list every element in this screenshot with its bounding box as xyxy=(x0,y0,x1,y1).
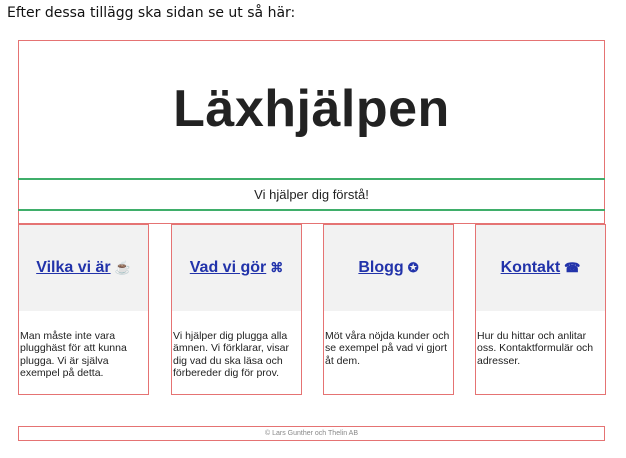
command-icon: ⌘ xyxy=(270,260,284,275)
card-text: Hur du hittar och anlitar oss. Kontaktformulär och adresser. xyxy=(477,330,594,367)
tagline-bar xyxy=(18,178,605,211)
teacup-icon: ☕ xyxy=(114,260,131,275)
card-text: Möt våra nöjda kunder och se exempel på vad vi gjort åt dem. xyxy=(325,330,450,367)
phone-icon: ☎ xyxy=(564,260,581,275)
card-vilka-vi-ar xyxy=(18,224,149,395)
tagline-text: Vi hjälper dig förstå! xyxy=(254,187,369,202)
nav-link-blogg[interactable]: Blogg ✪ xyxy=(358,259,419,276)
footer xyxy=(18,426,605,441)
nav-link-vilka-vi-ar[interactable]: Vilka vi är ☕ xyxy=(36,259,131,276)
card-blogg xyxy=(323,224,454,395)
card-header xyxy=(476,225,605,311)
nav-link-kontakt[interactable]: Kontakt ☎ xyxy=(500,259,581,276)
card-kontakt xyxy=(475,224,606,395)
copyright-text: © Lars Gunther och Thelin AB xyxy=(265,430,358,437)
card-vad-vi-gor xyxy=(171,224,302,395)
card-header xyxy=(172,225,301,311)
star-circle-icon: ✪ xyxy=(407,260,419,275)
card-header xyxy=(324,225,453,311)
card-header xyxy=(19,225,148,311)
card-text: Vi hjälper dig plugga alla ämnen. Vi förklarar, visar dig vad du ska läsa och förbereder dig för prov. xyxy=(173,330,289,379)
card-text: Man måste inte vara plugghäst för att kunna plugga. Vi är själva exempel på detta. xyxy=(20,330,127,379)
nav-link-vad-vi-gor[interactable]: Vad vi gör ⌘ xyxy=(189,259,284,276)
intro-text: Efter dessa tillägg ska sidan se ut så här: xyxy=(7,5,296,21)
site-title: Läxhjälpen xyxy=(173,80,450,138)
